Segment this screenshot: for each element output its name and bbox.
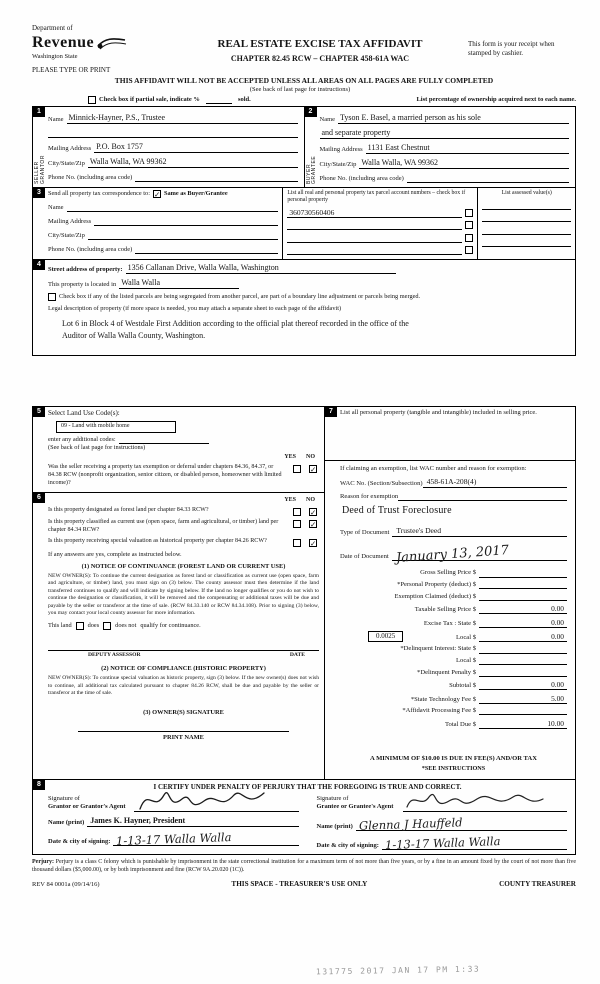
deputy-assessor-label: DEPUTY ASSESSOR [88, 652, 141, 659]
date-of-document-label: Date of Document [340, 552, 389, 560]
does-not-checkbox[interactable] [103, 622, 111, 630]
parcel-number-field-2[interactable] [287, 221, 462, 230]
type-or-print-note: PLEASE TYPE OR PRINT [32, 65, 111, 74]
total-due-field[interactable]: 10.00 [479, 719, 567, 729]
does-not-label: does not [115, 622, 137, 630]
delinquent-interest-state-label: *Delinquent Interest: State $ [400, 645, 476, 653]
assessed-values-header: List assessed value(s) [501, 190, 552, 197]
grantee-name-handwriting: Glenna J Hauffeld [358, 814, 463, 833]
corr-phone-label: Phone No. (including area code) [48, 246, 133, 253]
dor-dept-line: Department of [32, 24, 73, 32]
segregated-label: Check box if any of the listed parcels are being segregated from another parcel, are part of a boundary line adjustment or parcels being merged. [59, 293, 421, 301]
located-in-label: This property is located in [48, 281, 117, 289]
dor-state-line: Washington State [32, 52, 78, 60]
compliance-paragraph: NEW OWNER(S): To continue special valuation as historic property, sign (3) below. If the new owner(s) does not wish to continue, all additional tax calculated pursuant to chapter 84.26 RCW, shall be due and payable by the seller or transferor at the time of sale. [48, 675, 319, 697]
seller-phone-field[interactable] [135, 172, 297, 182]
parcel-number-field-3[interactable] [287, 234, 462, 243]
assessed-value-field-2[interactable] [482, 213, 571, 222]
buyer-mailing-label: Mailing Address [319, 146, 363, 153]
deputy-assessor-line[interactable] [48, 650, 319, 659]
top-table [32, 106, 576, 356]
deferral-no-checkbox[interactable]: ✓ [310, 465, 317, 475]
see-back-note: (See back of last page for instructions) [249, 85, 351, 93]
partial-sale-row [32, 96, 576, 104]
grantee-date-label: Date & city of signing: [316, 842, 379, 850]
land-use-title: Select Land Use Code(s): [48, 409, 120, 418]
grantor-signature-line[interactable] [134, 794, 299, 812]
grantee-name-print-label: Name (print) [316, 822, 353, 830]
compliance-heading: (2) NOTICE OF COMPLIANCE (HISTORIC PROPERTY) [101, 665, 266, 673]
parcel-number-field[interactable]: 360730560406 [287, 208, 462, 218]
assessed-value-field-4[interactable] [482, 238, 571, 247]
seller-name-field-2[interactable] [48, 128, 298, 138]
grantee-signature-block [317, 794, 568, 851]
subtotal-label: Subtotal $ [449, 682, 476, 690]
segregated-checkbox[interactable] [48, 293, 56, 301]
affidavit-processing-fee-field[interactable] [479, 707, 567, 716]
legal-description-text: Lot 6 in Block 4 of Westdale First Addition according to the official plat thereof recorded in the office of the Auditor of Walla Walla County, Washington. [62, 319, 409, 340]
grantor-date-handwriting: 1-13-17 Walla Walla [116, 829, 233, 848]
street-address-field[interactable]: 1356 Callanan Drive, Walla Walla, Washington [126, 263, 396, 274]
total-due-label: Total Due $ [444, 720, 476, 728]
certification-section [32, 780, 576, 856]
certify-statement: I CERTIFY UNDER PENALTY OF PERJURY THAT THE FOREGOING IS TRUE AND CORRECT. [153, 782, 462, 791]
deferral-question: Was the seller receiving a property tax exemption or deferral under chapters 84.36, 84.37, or 84.38 RCW (nonprofit organization, senior citizen, or disabled person, homeowner with limited income)? [48, 464, 282, 486]
parcel-personal-checkbox-1[interactable] [465, 209, 473, 217]
additional-codes-field[interactable] [119, 436, 209, 444]
buyer-name-field[interactable]: Tyson E. Basel, a married person as his sole [338, 113, 569, 124]
see-back-note-2: (See back of last page for instructions) [48, 443, 146, 451]
land-use-code-select[interactable]: 09 - Land with mobile home [56, 421, 176, 433]
section-5-number: 5 [33, 407, 45, 417]
if-yes-note: If any answers are yes, complete as instructed below. [48, 551, 182, 559]
land-use-code-section [33, 407, 324, 492]
property-address-section [33, 259, 575, 355]
dor-name: Revenue [32, 33, 95, 51]
seller-city-label: City/State/Zip [48, 160, 85, 167]
exemption-reason-text: Deed of Trust Foreclosure [342, 504, 452, 516]
print-name-label: PRINT NAME [163, 734, 204, 742]
flag-swoosh-icon [97, 36, 127, 50]
parcel-personal-checkbox-4[interactable] [465, 246, 473, 254]
whitespace-gap [0, 356, 600, 406]
corr-mailing-field[interactable] [94, 216, 278, 226]
buyer-city-label: City/State/Zip [319, 161, 357, 168]
forest-land-question: Is this property designated as forest land per chapter 84.33 RCW? [48, 507, 209, 514]
tax-correspondence-section [33, 187, 575, 259]
affidavit-processing-fee-label: *Affidavit Processing Fee $ [402, 707, 476, 715]
parcel-personal-checkbox-3[interactable] [465, 234, 473, 242]
reason-field[interactable] [398, 492, 567, 501]
subtotal-field[interactable]: 0.00 [479, 680, 567, 690]
minimum-fee-note: A MINIMUM OF $10.00 IS DUE IN FEE(S) AND/OR TAX [370, 754, 537, 762]
grantee-signature [403, 785, 553, 815]
grantor-name-print-label: Name (print) [48, 818, 85, 826]
seller-name-field[interactable]: Minnick-Hayner, P.S., Trustee [67, 113, 298, 124]
state-technology-fee-label: *State Technology Fee $ [410, 695, 476, 703]
current-use-yes-checkbox[interactable] [293, 520, 301, 528]
corr-mailing-label: Mailing Address [48, 218, 92, 225]
dor-logo [32, 24, 172, 64]
grantee-date-field[interactable] [382, 834, 567, 853]
buyer-mailing-field[interactable]: 1131 East Chestnut [366, 143, 569, 154]
exemption-block [325, 460, 575, 519]
qualify-label: qualify for continuance. [140, 622, 201, 630]
taxable-selling-price-field[interactable]: 0.00 [479, 604, 567, 614]
form-header [32, 24, 576, 64]
does-label: does [87, 622, 100, 630]
grantor-name-print-field[interactable]: James K. Hayner, President [87, 816, 298, 827]
handwritten-document-date: January 13, 2017 [395, 542, 510, 566]
corr-name-label: Name [48, 204, 64, 211]
reason-label: Reason for exemption [340, 492, 399, 500]
cashier-receipt-stamp: 131775 2017 JAN 17 PM 1:33 [315, 964, 481, 977]
grantor-date-label: Date & city of signing: [48, 837, 111, 845]
corr-phone-field[interactable] [135, 244, 278, 254]
seller-section [33, 107, 304, 187]
treasurer-space-label: THIS SPACE - TREASURER'S USE ONLY [231, 880, 368, 888]
historic-no-checkbox[interactable]: ✓ [310, 539, 317, 549]
form-title: REAL ESTATE EXCISE TAX AFFIDAVIT [217, 38, 423, 50]
taxable-selling-price-label: Taxable Selling Price $ [414, 606, 476, 614]
section-1-number: 1 [33, 107, 45, 117]
yes-header: YES [284, 453, 296, 460]
tax-computation-section [325, 407, 575, 778]
lower-table [32, 406, 576, 779]
same-as-buyer-label: Same as Buyer/Grantee [163, 190, 228, 198]
legal-description-label: Legal description of property (if more space is needed, you may attach a separate sheet to each page of the affidavit) [48, 305, 342, 313]
parcel-numbers-header: List all real and personal property tax parcel account numbers – check box if personal property [287, 190, 466, 204]
partial-sale-sold-label: sold. [237, 96, 251, 103]
seller-city-field[interactable]: Walla Walla, WA 99362 [88, 157, 298, 168]
partial-sale-percent-field[interactable] [206, 97, 232, 104]
yes-header-2: YES [284, 496, 296, 503]
exemption-claimed-label: Exemption Claimed (deduct) $ [394, 592, 476, 600]
type-of-document-label: Type of Document [340, 528, 390, 536]
buyer-name-label: Name [319, 116, 336, 123]
buyer-phone-field[interactable] [407, 173, 569, 183]
date-of-document-field[interactable] [392, 542, 567, 566]
section-7-number: 7 [325, 407, 337, 417]
parcel-personal-checkbox-2[interactable] [465, 221, 473, 229]
assessor-date-label: DATE [289, 652, 305, 659]
warning-line: THIS AFFIDAVIT WILL NOT BE ACCEPTED UNLESS ALL AREAS ON ALL PAGES ARE FULLY COMPLETED [114, 75, 494, 85]
buyer-section [304, 107, 576, 187]
owner-signature-line[interactable] [78, 731, 289, 732]
delinquent-interest-state-field[interactable] [479, 645, 567, 654]
does-checkbox[interactable] [76, 622, 84, 630]
county-treasurer-label: COUNTY TREASURER [499, 880, 576, 888]
grantor-date-field[interactable] [113, 831, 298, 846]
corr-city-field[interactable] [88, 230, 278, 240]
current-use-no-checkbox[interactable]: ✓ [310, 520, 317, 530]
no-header-2: NO [306, 496, 315, 503]
see-instructions-note: *SEE INSTRUCTIONS [421, 765, 486, 773]
delinquent-penalty-field[interactable] [479, 668, 567, 677]
local-tax-field[interactable]: 0.00 [479, 632, 567, 642]
assessed-value-field-1[interactable] [482, 201, 571, 210]
form-chapter: CHAPTER 82.45 RCW – CHAPTER 458-61A WAC [230, 53, 410, 63]
perjury-clause: Perjury: Perjury is a class C felony which is punishable by imprisonment in the state correctional institution for a maximum term of not more than five years, or by a fine in an amount fixed by the court of not more than five thousand dollars ($5,000.00), or by both imprisonment and fine (RCW 9A.20.020 (1C)). [32, 859, 576, 874]
section-3-number: 3 [33, 188, 45, 198]
section-4-number: 4 [33, 260, 45, 270]
continuance-heading: (1) NOTICE OF CONTINUANCE (FOREST LAND OR CURRENT USE) [81, 563, 286, 571]
corr-name-field[interactable] [67, 202, 279, 212]
buyer-side-label: BUYER GRANTEE [305, 155, 317, 185]
grantee-date-handwriting: 1-13-17 Walla Walla [384, 834, 501, 853]
same-as-buyer-checkbox[interactable]: ✓ [153, 190, 161, 200]
owner-signature-heading: (3) OWNER(S) SIGNATURE [143, 709, 224, 717]
form-revision: REV 84 0001a (09/14/16) [32, 881, 100, 888]
grantor-signature-block [48, 794, 299, 851]
grantee-signature-line[interactable] [403, 794, 568, 812]
exemption-claimed-field[interactable] [479, 593, 567, 602]
seller-name-label: Name [48, 116, 64, 123]
partial-sale-label: Check box if partial sale, indicate % [99, 96, 200, 103]
state-technology-fee-field[interactable]: 5.00 [479, 694, 567, 704]
delinquent-penalty-label: *Delinquent Penalty $ [417, 668, 476, 676]
continuance-paragraph: NEW OWNER(S): To continue the current designation as forest land or classification as current use (open space, farm and agriculture, or timber) land, you must sign on (3) below. The county assessor must then determine if the land transferred continues to qualify and will indicate by signing below. If the land no longer qualifies or you do not wish to continue the designation or classification, it will be removed and the compensating or additional taxes will be due and payable by the seller or transferor at the time of sale. (RCW 84.33.140 or RCW 84.34.108). Prior to signing (3) below, you may contact your local county assessor for more information. [48, 573, 319, 616]
local-tax-label: Local $ [456, 633, 476, 641]
footer-row [32, 880, 576, 889]
personal-property-deduct-field[interactable] [479, 581, 567, 590]
no-header: NO [306, 453, 315, 460]
partial-sale-checkbox[interactable] [88, 96, 96, 104]
seller-side-label: SELLER GRANTOR [34, 155, 46, 185]
buyer-phone-label: Phone No. (including area code) [319, 175, 404, 182]
grantor-signature [134, 785, 284, 815]
type-of-document-field[interactable]: Trustee's Deed [392, 526, 567, 536]
current-use-question: Is this property classified as current use (open space, farm and agricultural, or timber) land per chapter 84.34 RCW? [48, 519, 279, 534]
section-6-number: 6 [33, 493, 45, 503]
buyer-name-field-2[interactable]: and separate property [320, 128, 570, 139]
send-correspondence-label: Send all property tax correspondence to: [48, 190, 150, 198]
delinquent-interest-local-label: Local $ [456, 657, 476, 664]
assessed-value-field-3[interactable] [482, 226, 571, 235]
this-land-label: This land [48, 622, 72, 630]
local-rate-box: 0.0025 [368, 631, 403, 642]
delinquent-interest-local-field[interactable] [479, 657, 567, 666]
personal-property-note: List all personal property (tangible and intangible) included in selling price. [340, 409, 537, 417]
corr-city-label: City/State/Zip [48, 232, 85, 239]
additional-codes-label: enter any additional codes: [48, 435, 116, 443]
seller-mailing-field[interactable]: P.O. Box 1757 [94, 142, 297, 153]
grantor-sig-label-1: Signature of [48, 794, 80, 802]
section-2-number: 2 [305, 107, 317, 117]
grantee-sig-label-1: Signature of [316, 794, 349, 802]
personal-property-deduct-label: *Personal Property (deduct) $ [397, 581, 476, 589]
grantee-sig-label-2: Grantee or Grantee's Agent [316, 803, 394, 811]
receipt-note: This form is your receipt when stamped by cashier. [468, 40, 555, 57]
ownership-note: List percentage of ownership acquired next to each name. [416, 96, 576, 103]
street-address-label: Street address of property: [48, 266, 123, 274]
grantee-name-print-field[interactable] [356, 816, 567, 831]
gross-selling-price-label: Gross Selling Price $ [420, 569, 476, 577]
historic-question: Is this property receiving special valuation as historical property per chapter 84.26 RCW? [48, 538, 267, 545]
excise-tax-state-label: Excise Tax : State $ [423, 619, 476, 627]
wac-field[interactable]: 458-61A-208(4) [423, 477, 567, 487]
excise-tax-state-field[interactable]: 0.00 [479, 618, 567, 628]
historic-yes-checkbox[interactable] [293, 539, 301, 547]
section-8-number: 8 [33, 780, 45, 790]
classification-section [33, 493, 324, 779]
parcel-number-field-4[interactable] [287, 246, 462, 255]
buyer-city-field[interactable]: Walla Walla, WA 99362 [359, 158, 569, 169]
wac-label: WAC No. (Section/Subsection) [340, 479, 423, 487]
located-in-field[interactable]: Walla Walla [119, 278, 239, 289]
forest-no-checkbox[interactable]: ✓ [310, 508, 317, 518]
seller-phone-label: Phone No. (including area code) [48, 174, 133, 181]
gross-selling-price-field[interactable] [479, 569, 567, 578]
forest-yes-checkbox[interactable] [293, 508, 301, 516]
exemption-intro: If claiming an exemption, list WAC number and reason for exemption: [340, 465, 527, 473]
seller-mailing-label: Mailing Address [48, 145, 92, 152]
deferral-yes-checkbox[interactable] [293, 465, 301, 473]
grantor-sig-label-2: Grantor or Grantor's Agent [48, 803, 126, 811]
